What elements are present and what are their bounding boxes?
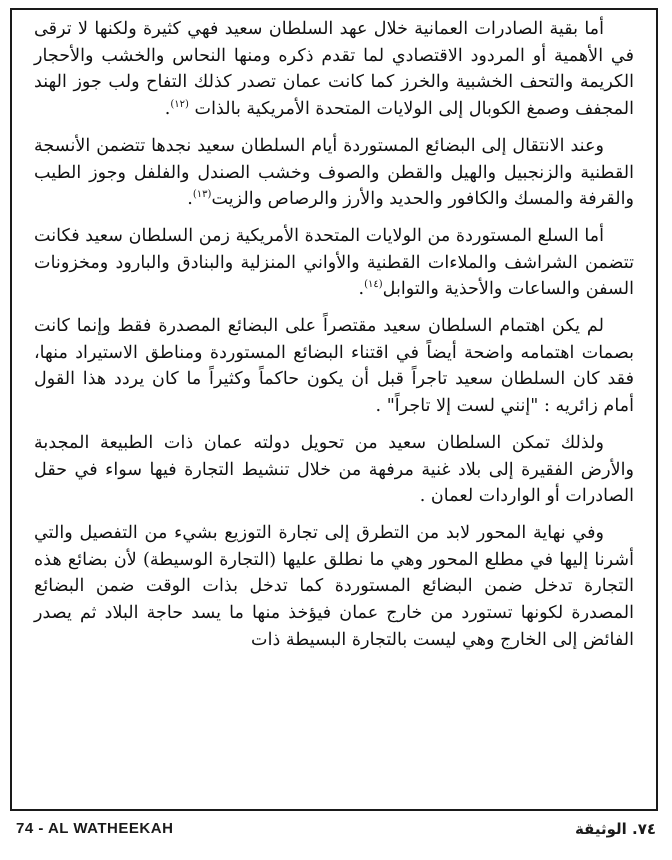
paragraph-end: . [358,279,365,300]
paragraph [34,313,634,420]
footnote-marker: (١٢) [170,99,189,111]
footnote-marker: (١٤) [364,279,383,291]
paragraph-text: ولذلك تمكن السلطان سعيد من تحويل دولته عمان ذات الطبيعة المجدبة والأرض الفقيرة إلى بلاد غنية مرفهة من خلال تنشيط التجارة فيها سواء في حقل الصادرات أو الواردات لعمان . [34,432,634,507]
footnote-marker: (١٣) [192,189,212,201]
body-text [34,16,634,663]
paragraph-text: أما السلع المستوردة من الولايات المتحدة الأمريكية زمن السلطان سعيد فكانت تتضمن الشراشف والملاءات القطنية والأواني المنزلية والبنادق والبارود ومخزونات السفن والساعات والأحذية والتوابل [34,225,634,300]
paragraph [34,223,634,303]
footer-page-label: 74 - AL WATHEEKAH [16,820,174,837]
paragraph [34,133,634,213]
paragraph-end: . [164,99,171,120]
paragraph [34,520,634,654]
page-footer [16,820,656,846]
footer-page-label-arabic: ٧٤. الوثيقة [574,820,656,838]
paragraph-text: وفي نهاية المحور لابد من التطرق إلى تجارة التوزيع بشيء من التفصيل والتي أشرنا إليها في مطلع المحور وهي ما نطلق عليها (التجارة الوسيطة) لأن بضائع هذه التجارة تدخل ضمن البضائع المستوردة كما تدخل بذات الوقت ضمن البضائع المصدرة لكونها تستورد من خارج عمان فيؤخذ منها ما يسد حاجة البلاد ثم يصدر الفائض إلى الخارج وهي ليست بالتجارة البسيطة ذات [34,522,634,650]
paragraph-end: . [187,189,193,210]
paragraph [34,430,634,510]
paragraph-text: وعند الانتقال إلى البضائع المستوردة أيام السلطان سعيد نجدها تتضمن الأنسجة القطنية والزنجبيل والهيل والقطن والصوف وخشب الصندل والفلفل وجوز الطيب والقرفة والمسك والكافور والحديد والأرز والرصاص والزيت [34,135,634,210]
page-frame [10,8,658,811]
paragraph-text: أما بقية الصادرات العمانية خلال عهد السلطان سعيد فهي كثيرة ولكنها لا ترقى في الأهمية أو المردود الاقتصادي لما تقدم ذكره ومنها النحاس والخشب والأحجار الكريمة والتحف الخشبية والخرز كما كانت عمان تصدر كذلك التفاح ولب جوز الهند المجفف وصمغ الكوبال إلى الولايات المتحدة الأمريكية بالذات [34,19,634,120]
paragraph [34,16,634,123]
paragraph-text: لم يكن اهتمام السلطان سعيد مقتصراً على البضائع المصدرة فقط وإنما كانت بصمات اهتمامه واضحة أيضاً في اقتناء البضائع المستوردة ومناطق الاستيراد منها، فقد كان السلطان سعيد تاجراً قبل أن يكون حاكماً وكثيراً ما كان يردد هذا القول أمام زائريه : "إنني لست إلا تاجراً" . [34,316,634,417]
